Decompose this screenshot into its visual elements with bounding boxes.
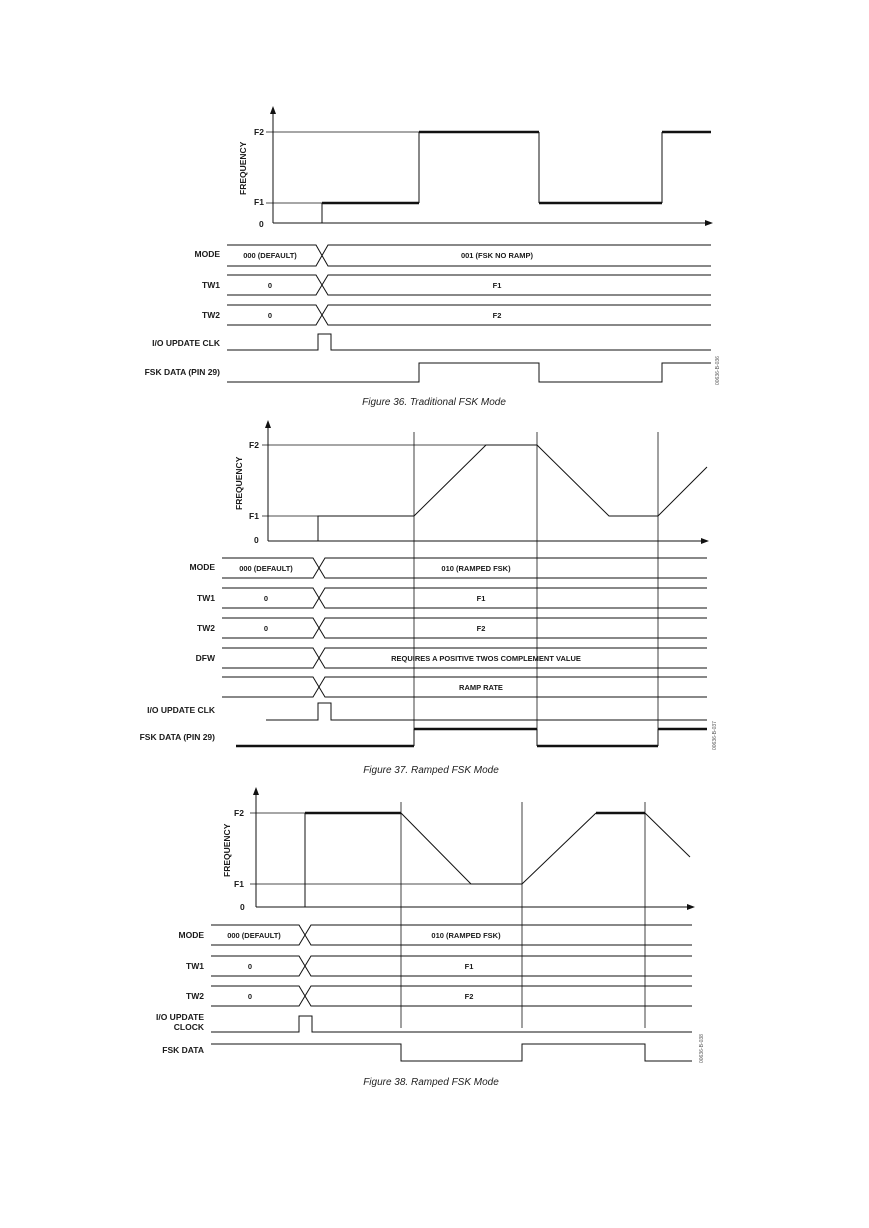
bus-row-ramp-rate (222, 677, 707, 697)
io-update-clk-signal (152, 334, 711, 350)
bus-value-after: F2 (492, 311, 502, 320)
bus-value-before: 0 (263, 594, 269, 603)
y-axis-arrow (265, 420, 271, 428)
bus-row-tw2 (197, 618, 707, 638)
frequency-waveform (401, 813, 596, 884)
frequency-waveform (645, 813, 690, 857)
fsk-data-signal (140, 729, 707, 746)
figure-code: 00636-B-037 (712, 721, 718, 750)
frequency-axis-label: FREQUENCY (234, 456, 244, 510)
f1-tick-label: F1 (234, 879, 244, 889)
figure-36 (145, 106, 721, 408)
io-update-clock-signal (156, 1012, 692, 1032)
row-label: MODE (178, 930, 204, 940)
figure-caption: Figure 37. Ramped FSK Mode (363, 765, 499, 776)
fsk-data-signal (162, 1044, 692, 1061)
figure-38 (156, 787, 705, 1088)
bus-value-before: 0 (247, 992, 253, 1001)
row-label: CLOCK (173, 1022, 204, 1032)
row-label: I/O UPDATE CLK (147, 705, 215, 715)
bus-value-before: 000 (DEFAULT) (239, 564, 293, 573)
zero-tick-label: 0 (259, 219, 264, 229)
bus-row-dfw (196, 648, 707, 668)
x-axis-arrow (705, 220, 713, 226)
bus-row-tw1 (202, 275, 711, 295)
bus-value-after: F1 (492, 281, 502, 290)
y-axis-arrow (270, 106, 276, 114)
bus-row-mode (195, 245, 712, 266)
f2-tick-label: F2 (234, 808, 244, 818)
figure-37 (140, 420, 718, 776)
f2-tick-label: F2 (249, 440, 259, 450)
figure-caption: Figure 36. Traditional FSK Mode (362, 397, 506, 408)
bus-value-after: F1 (464, 962, 474, 971)
row-label: MODE (194, 249, 220, 259)
bus-value-after: F2 (476, 624, 486, 633)
row-label: TW2 (202, 310, 220, 320)
row-label: MODE (189, 562, 215, 572)
bus-value-after: RAMP RATE (459, 683, 503, 692)
zero-tick-label: 0 (254, 535, 259, 545)
x-axis-arrow (701, 538, 709, 544)
bus-row-mode (179, 925, 693, 945)
bus-value-after: 010 (RAMPED FSK) (441, 564, 511, 573)
bus-value-after: F1 (476, 594, 486, 603)
row-label: TW1 (197, 593, 215, 603)
row-label: I/O UPDATE (155, 1012, 204, 1022)
bus-value-before: 0 (247, 962, 253, 971)
row-label: TW1 (186, 961, 204, 971)
row-label: DFW (195, 653, 215, 663)
f1-tick-label: F1 (249, 511, 259, 521)
row-label: FSK DATA (PIN 29) (144, 367, 220, 377)
f2-tick-label: F2 (254, 127, 264, 137)
row-label: FSK DATA (162, 1045, 204, 1055)
frequency-axis-label: FREQUENCY (222, 823, 232, 877)
row-label: TW1 (202, 280, 220, 290)
bus-value-before: 0 (267, 311, 273, 320)
figure-code: 00636-B-038 (699, 1034, 705, 1063)
f1-tick-label: F1 (254, 197, 264, 207)
fsk-data-signal (145, 363, 711, 382)
y-axis-arrow (253, 787, 259, 795)
row-label: TW2 (186, 991, 204, 1001)
bus-value-after: REQUIRES A POSITIVE TWOS COMPLEMENT VALUE (391, 654, 581, 663)
figure-caption: Figure 38. Ramped FSK Mode (363, 1077, 499, 1088)
bus-value-before: 000 (DEFAULT) (227, 931, 281, 940)
row-label: I/O UPDATE CLK (152, 338, 220, 348)
io-update-clk-signal (147, 703, 707, 720)
row-label: FSK DATA (PIN 29) (139, 732, 215, 742)
bus-value-after: F2 (464, 992, 474, 1001)
row-label: TW2 (197, 623, 215, 633)
bus-row-tw2 (186, 986, 692, 1006)
frequency-axis-label: FREQUENCY (238, 141, 248, 195)
bus-row-mode (190, 558, 708, 578)
bus-row-tw1 (197, 588, 707, 608)
figure-code: 00636-B-036 (715, 356, 721, 385)
bus-value-before: 0 (267, 281, 273, 290)
bus-value-after: 010 (RAMPED FSK) (431, 931, 501, 940)
bus-value-before: 0 (263, 624, 269, 633)
bus-row-tw1 (186, 956, 692, 976)
bus-value-after: 001 (FSK NO RAMP) (460, 251, 534, 260)
bus-row-tw2 (202, 305, 711, 325)
frequency-waveform (318, 445, 707, 541)
bus-value-before: 000 (DEFAULT) (243, 251, 297, 260)
zero-tick-label: 0 (240, 902, 245, 912)
x-axis-arrow (687, 904, 695, 910)
